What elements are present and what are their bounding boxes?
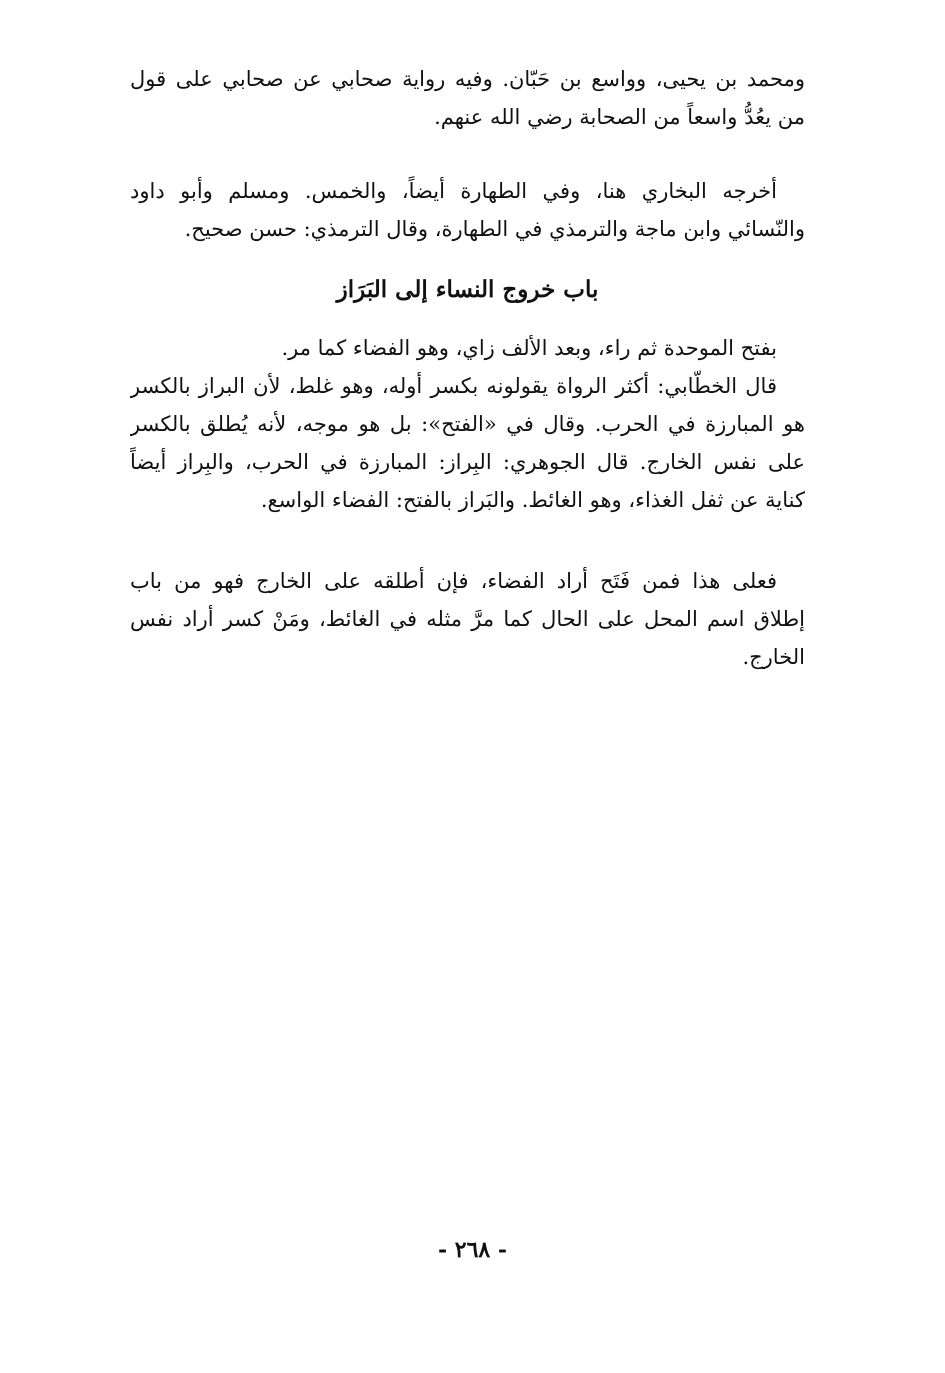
paragraph-commentary: [130, 329, 805, 519]
page-number: - ٢٦٨ -: [437, 1237, 508, 1263]
text-line: والنّسائي وابن ماجة والترمذي في الطهارة، وقال الترمذي: حسن صحيح.: [184, 217, 805, 241]
text-line: بفتح الموحدة ثم راء، وبعد الألف زاي، وهو الفضاء كما مر.: [281, 336, 777, 360]
text-line: إطلاق اسم المحل على الحال كما مرَّ مثله في الغائط، ومَنْ كسر أراد نفس: [130, 607, 805, 631]
section-heading: باب خروج النساء إلى البَرَاز: [336, 276, 599, 303]
text-line: أخرجه البخاري هنا، وفي الطهارة أيضاً، والخمس. ومسلم وأبو داود: [130, 179, 777, 203]
text-line: قال الخطّابي: أكثر الرواة يقولونه بكسر أوله، وهو غلط، لأن البراز بالكسر: [130, 374, 777, 398]
paragraph-narrators: [130, 60, 805, 136]
text-line: هو المبارزة في الحرب. وقال في «الفتح»: بل هو موجه، لأنه يُطلق بالكسر: [130, 412, 805, 436]
text-line: فعلى هذا فمن فَتَح أراد الفضاء، فإن أطلقه على الخارج فهو من باب: [130, 569, 777, 593]
text-line: ومحمد بن يحيى، وواسع بن حَبّان. وفيه رواية صحابي عن صحابي على قول: [130, 67, 805, 91]
text-line: كناية عن ثفل الغذاء، وهو الغائط. والبَراز بالفتح: الفضاء الواسع.: [260, 488, 805, 512]
paragraph-conclusion: [130, 562, 805, 676]
text-line: من يعُدُّ واسعاً من الصحابة رضي الله عنهم.: [434, 105, 805, 129]
text-line: على نفس الخارج. قال الجوهري: البِراز: المبارزة في الحرب، والبِراز أيضاً: [130, 450, 805, 474]
paragraph-takhrij: [130, 172, 805, 248]
text-line: الخارج.: [742, 645, 805, 669]
